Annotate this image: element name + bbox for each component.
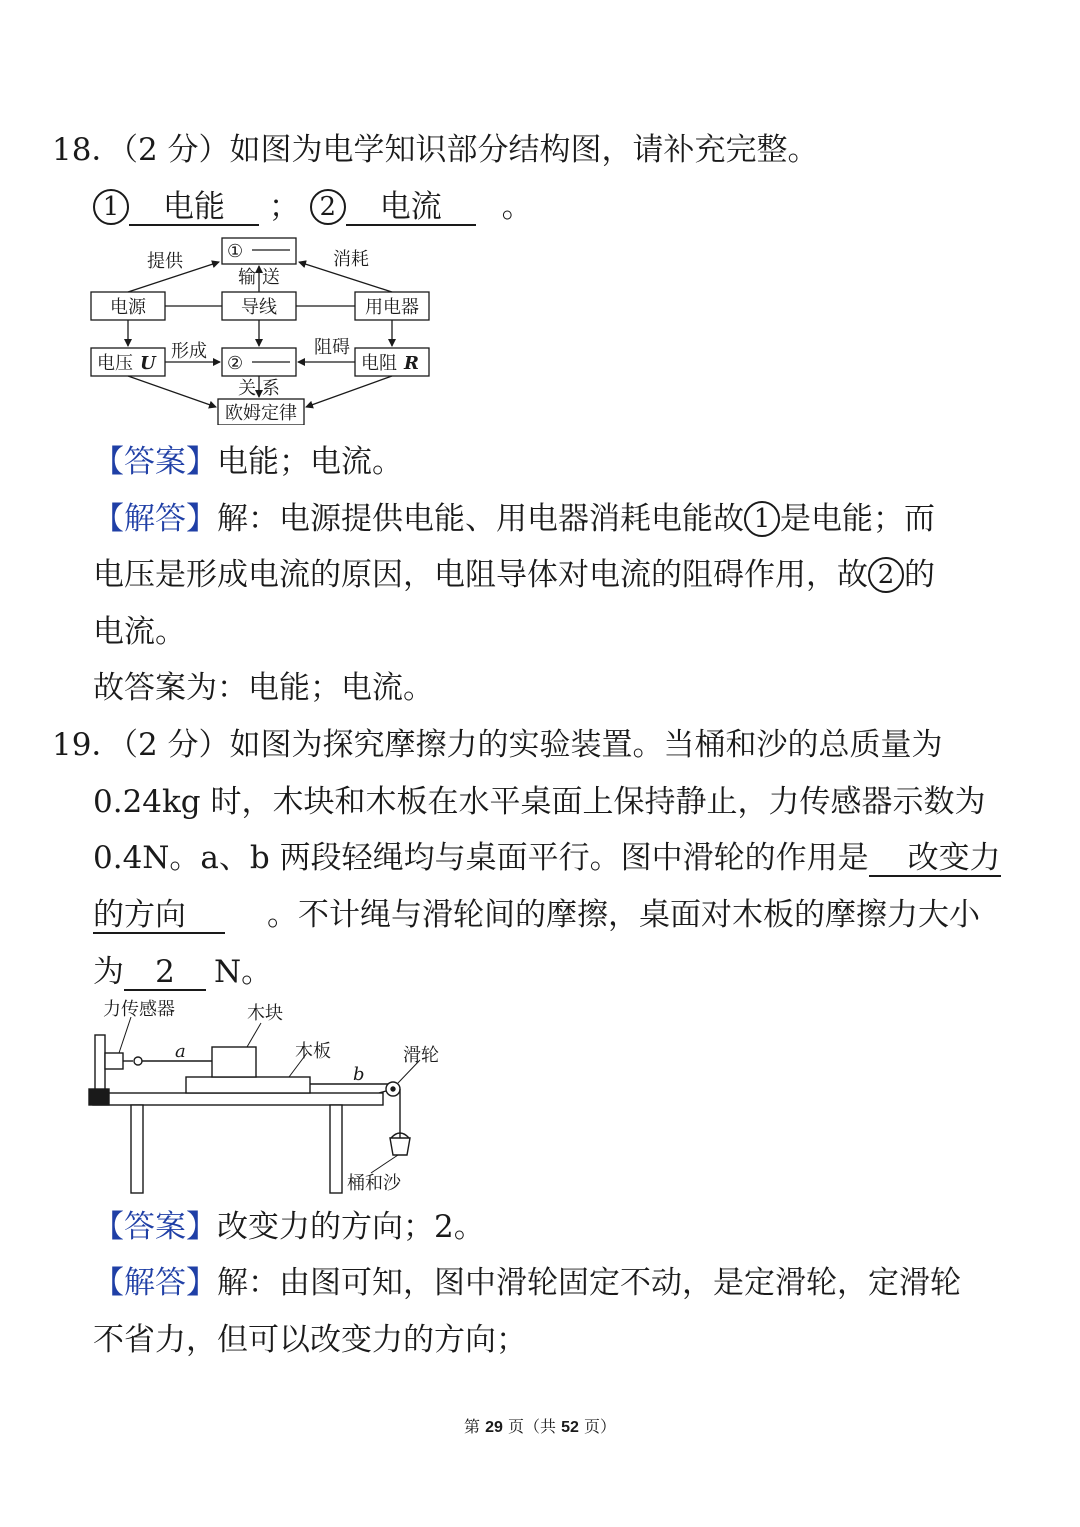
diagram-arrow-hinder: 阻碍 (314, 337, 350, 358)
q18-prompt: 如图为电学知识部分结构图，请补充完整。 (229, 132, 819, 168)
q19-solution-line2: 不省力，但可以改变力的方向； (93, 1322, 527, 1358)
q19-solution-text: 解：由图可知，图中滑轮固定不动，是定滑轮，定滑轮 (217, 1265, 961, 1301)
q18-solution-tag: 【解答】 (93, 501, 217, 537)
q18-solution-line3: 电流。 (93, 614, 186, 650)
q18-solution-text: 电压是形成电流的原因，电阻导体对电流的阻碍作用，故 (93, 557, 868, 593)
footer-text: 页） (578, 1417, 616, 1436)
q19-solution-tag: 【解答】 (93, 1265, 217, 1301)
diagram-arrow-consume: 消耗 (333, 249, 369, 270)
diagram-label-ohm-law: 欧姆定律 (225, 403, 297, 424)
circled-number-1: 1 (93, 189, 129, 225)
label-force-sensor: 力传感器 (103, 999, 175, 1020)
q19-blank1-part1: 改变力 (869, 841, 1001, 877)
label-pulley: 滑轮 (403, 1045, 439, 1066)
bucket (390, 1138, 410, 1155)
force-sensor-body (105, 1053, 123, 1069)
q19-line4 (93, 895, 980, 935)
diagram-label-box2: ② (227, 353, 244, 374)
q18-score: （2 分） (122, 132, 230, 168)
block (212, 1047, 256, 1077)
label-rope-b: b (353, 1064, 365, 1085)
footer-text: 第 (464, 1417, 486, 1436)
footer-text: 页（共 (502, 1417, 562, 1436)
label-board: 木板 (295, 1041, 331, 1062)
q18-solution-text: 解：电源提供电能、用电器消耗电能故 (217, 501, 744, 537)
board (186, 1077, 310, 1093)
page-footer (0, 1414, 1080, 1437)
label-bucket: 桶和沙 (347, 1173, 401, 1194)
circled-number-2: 2 (310, 189, 346, 225)
footer-total-pages: 52 (561, 1419, 579, 1436)
diagram-label-resistance: 电阻 (361, 353, 397, 374)
diagram-label-wire: 导线 (241, 297, 277, 318)
q19-text: 0.4N。a、b 两段轻绳均与桌面平行。图中滑轮的作用是 (93, 840, 869, 876)
diagram-label-voltage-symbol: U (140, 353, 156, 374)
q19-line2: 0.24kg 时，木块和木板在水平桌面上保持静止，力传感器示数为 (93, 784, 986, 820)
diagram-arrow-relation: 关 系 (238, 378, 280, 399)
diagram-arrow-form: 形成 (171, 341, 207, 362)
clamp-stand (95, 1035, 105, 1093)
q19-number: 19． (52, 727, 123, 763)
table-leg-left (131, 1105, 143, 1193)
label-block: 木块 (247, 1003, 283, 1024)
q19-blank1-part2: 的方向 (93, 898, 225, 934)
q18-number: 18． (52, 132, 123, 168)
q19-text: 如图为探究摩擦力的实验装置。当桶和沙的总质量为 (229, 727, 943, 763)
q18-end: 。 (501, 189, 533, 225)
q18-solution-text: 的 (904, 557, 935, 593)
q18-solution-line2 (93, 555, 935, 595)
q19-text: 为 (93, 954, 124, 990)
q18-solution-line4: 故答案为：电能；电流。 (93, 670, 434, 706)
clamp-base (89, 1089, 109, 1105)
diagram-arrow-transmit: 输 送 (238, 267, 280, 288)
q19-line3 (93, 838, 1001, 878)
q18-answer-text: 电能；电流。 (217, 444, 403, 480)
q19-solution-line1 (93, 1263, 961, 1303)
circled-number-2: 2 (868, 557, 904, 593)
q19-text: N。 (214, 954, 273, 990)
diagram-label-box1: ① (227, 241, 244, 262)
q19-answer (93, 1207, 485, 1247)
q18-separator: ； (268, 189, 300, 225)
q19-answer-text: 改变力的方向；2。 (217, 1209, 485, 1245)
diagram-label-source: 电源 (110, 297, 146, 318)
q19-blank2: 2 (124, 955, 206, 991)
q19-apparatus-diagram (85, 995, 455, 1195)
footer-page-number: 29 (485, 1419, 503, 1436)
q18-answer (93, 442, 403, 482)
q19-title (52, 725, 943, 765)
q18-blanks (93, 187, 533, 227)
diagram-label-resistance-symbol: R (404, 353, 419, 374)
q19-text: 。不计绳与滑轮间的摩擦，桌面对木板的摩擦力大小 (267, 897, 980, 933)
circled-number-1: 1 (744, 501, 780, 537)
table-leg-right (330, 1105, 342, 1193)
q18-blank1: 电能 (129, 190, 259, 226)
q19-answer-tag: 【答案】 (93, 1209, 217, 1245)
diagram-label-appliance: 用电器 (365, 297, 419, 318)
q18-solution-text: 是电能；而 (780, 501, 935, 537)
q19-line5 (93, 952, 272, 992)
label-rope-a: a (175, 1041, 186, 1062)
q18-answer-tag: 【答案】 (93, 444, 217, 480)
diagram-arrow-provide: 提供 (147, 251, 183, 272)
q18-title (52, 130, 819, 170)
q18-solution-line1 (93, 499, 935, 539)
q18-structure-diagram (85, 235, 445, 425)
q18-blank2: 电流 (346, 190, 476, 226)
q19-score: （2 分） (122, 727, 230, 763)
diagram-label-voltage: 电压 (97, 353, 133, 374)
table-top (93, 1093, 383, 1105)
